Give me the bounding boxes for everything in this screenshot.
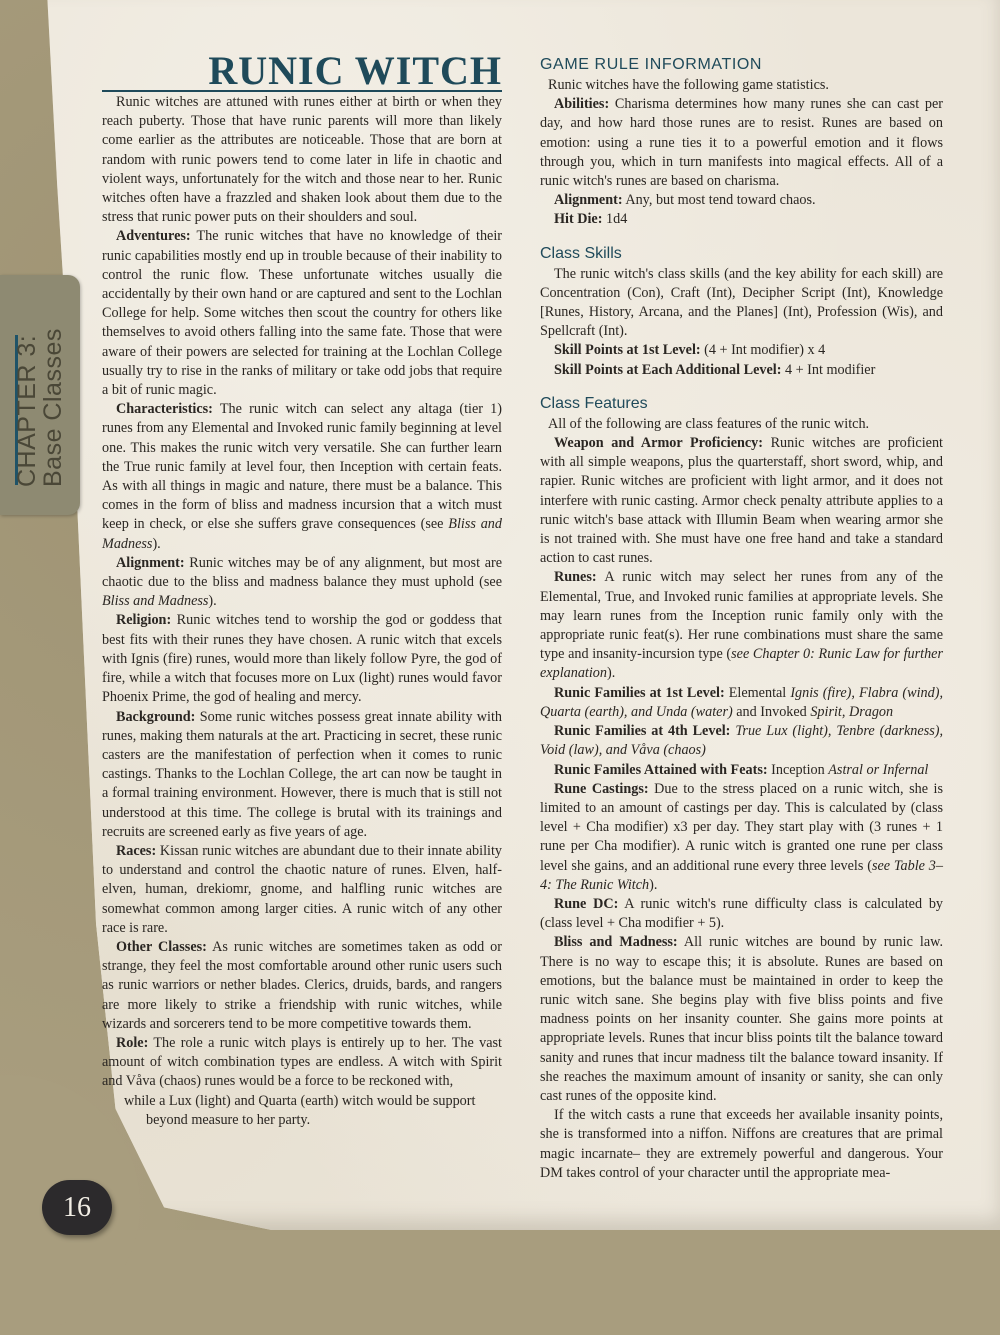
stat-alignment bbox=[540, 191, 943, 210]
feature-rune-dc bbox=[540, 895, 943, 933]
cross-reference: see Chapter 0: Runic Law for further explanation bbox=[540, 646, 943, 682]
cross-reference: Bliss and Madness bbox=[102, 593, 209, 610]
feature-label: Bliss and Madness: bbox=[554, 934, 678, 951]
feature-text: Inception bbox=[771, 761, 829, 778]
section-text: Some runic witches possess great innate ability with runes, making them naturals at the art. Practicing in secret, these runic casters are the manifestation of perfection when it comes to runic castings. Thanks to the Lochlan College, the art can now be taught in a formal training environment. However, there is much that is still not understood at this time. The college is brutal with its trainings and recruits are screened early as five years of age. bbox=[102, 708, 502, 840]
feature-weapon-armor bbox=[540, 434, 943, 568]
feature-label: Runic Families at 1st Level: bbox=[554, 684, 725, 701]
feature-label: Rune Castings: bbox=[554, 780, 649, 797]
stat-hit-die bbox=[540, 210, 943, 229]
rune-list: Spirit, Dragon bbox=[810, 703, 894, 720]
cross-reference: Bliss and Madness bbox=[102, 516, 502, 552]
title-block bbox=[102, 50, 502, 92]
section-label: Role: bbox=[116, 1034, 149, 1051]
feature-text: Elemental bbox=[728, 684, 791, 701]
feature-rune-castings bbox=[540, 780, 943, 895]
rune-list: Astral or Infernal bbox=[828, 761, 929, 778]
section-text-tail: ). bbox=[152, 535, 161, 552]
page-title: RUNIC WITCH bbox=[208, 48, 502, 93]
role-text-line: beyond measure to her party. bbox=[146, 1111, 311, 1128]
intro-paragraph: Runic witches are attuned with runes either at birth or when they reach puberty. Those that have runic parents will more than likely come earlier as the attributes are noticeable. Those that are born at random with runic powers tend to come later in life in chaotic and violent ways, unfortunately for the witch and those near to her. Runic witches often have a frazzled and shaken look about them due to the stress that runic power puts on their shoulders and soul. bbox=[102, 94, 502, 226]
stat-text: Any, but most tend toward chaos. bbox=[625, 192, 816, 209]
section-alignment bbox=[102, 554, 502, 612]
feature-label: Runic Familes Attained with Feats: bbox=[554, 761, 768, 778]
role-text-line: while a Lux (light) and Quarta (earth) witch would be support bbox=[124, 1092, 476, 1109]
chapter-tab-label bbox=[14, 317, 66, 487]
section-text: The runic witch can select any altaga (tier 1) runes from any Elemental and Invoked runic family beginning at level one. This makes the runic witch very versatile. She can further learn the True runic family at level four, then Inception with certain feats. As with all things in magic and nature, there must be a balance. This comes in the form of bliss and madness incursion that a witch must keep in check, or else she suffers grave consequences (see bbox=[102, 401, 502, 533]
feature-text-tail: ). bbox=[649, 876, 658, 893]
skill-points-additional-level bbox=[540, 361, 943, 380]
section-label: Other Classes: bbox=[116, 938, 207, 955]
feature-runic-families-4th bbox=[540, 722, 943, 760]
stat-text: (4 + Int modifier) x 4 bbox=[704, 342, 826, 359]
section-label: Alignment: bbox=[116, 554, 185, 571]
feature-runes bbox=[540, 568, 943, 683]
heading-class-skills: Class Skills bbox=[540, 244, 622, 262]
feature-text-tail: ). bbox=[606, 665, 616, 682]
class-features-intro: All of the following are class features of the runic witch. bbox=[548, 415, 870, 432]
stat-label: Alignment: bbox=[554, 192, 623, 209]
section-text: The runic witches that have no knowledge of their runic capabilities mostly end up in trouble because of their inability to control the runic flow. These unfortunate witches usually die accidentally by their own hand or are captured and sent to the Lochlan College for help. Some witches then scout the country for others like themselves to avoid others falling into the same fate. Those that were aware of their powers are selected for training at the Lochlan College usually try to rise in the ranks of military or take odd jobs that require a bit of runic magic. bbox=[102, 228, 503, 399]
stat-text: Charisma determines how many runes she can cast per day, and how hard those runes are to resist. Runes are based on emotion: using a rune ties it to a powerful emotion and it flows through you, which in turn manifests into magical effects. All of a runic witch's runes are based on charisma. bbox=[540, 96, 943, 190]
feature-text: Runic witches are proficient with all simple weapons, plus the quarterstaff, short sword, whip, and rapier. Runic witches are proficient with light armor, and it does not interfere with runic casting. Armor check penalty attribute applies to a runic witch's base attack with Illumin Beam when wearing armor she is not trained with. She must have one free hand and take a standard action to cast runes. bbox=[540, 435, 944, 567]
section-adventures bbox=[102, 227, 502, 400]
feature-text: A runic witch may select her runes from any of the Elemental, True, and Invoked runic families at appropriate levels. She may learn runes from the Inception runic family only with the appropriate runic feat(s). Her rune combinations must share the same type and insanity-incursion type ( bbox=[540, 569, 944, 663]
section-text: As runic witches are sometimes taken as odd or strange, they feel the most comfortable around other runic users such as runic warriors or nether blades. Clerics, druids, bards, and rangers are more likely to strike a friendship with runic witches, while wizards and sorcerers tend to be more competitive towards them. bbox=[102, 938, 502, 1032]
chapter-tab bbox=[0, 275, 80, 515]
section-text-tail: ). bbox=[208, 593, 217, 610]
section-text: The role a runic witch plays is entirely up to her. The vast amount of witch combination types are endless. A witch with Spirit and Våva (chaos) runes would be a force to be reckoned with, bbox=[102, 1034, 502, 1090]
section-label: Races: bbox=[116, 842, 157, 859]
feature-text: A runic witch's rune difficulty class is calculated by (class level + Cha modifier + 5). bbox=[540, 895, 944, 932]
cross-reference: see Table 3–4: The Runic Witch bbox=[540, 857, 943, 893]
class-skills-text: The runic witch's class skills (and the key ability for each skill) are Concentration (Con), Craft (Int), Decipher Script (Int), Knowledge [Runes, History, Arcana, and the Planes] (Int), Profession (Wis), and Spellcraft (Int). bbox=[540, 265, 943, 340]
stat-label: Abilities: bbox=[554, 96, 610, 113]
section-role bbox=[102, 1034, 502, 1092]
rune-list: True Lux (light), Tenbre (darkness), Void (law), and Våva (chaos) bbox=[540, 723, 944, 759]
feature-text: and Invoked bbox=[732, 703, 811, 720]
heading-game-rule-information: GAME RULE INFORMATION bbox=[540, 56, 763, 73]
page-number-badge: 16 bbox=[42, 1180, 112, 1235]
chapter-number: CHAPTER 3: bbox=[13, 334, 41, 487]
rune-list: Ignis (fire), Flabra (wind), Quarta (earth), and Unda (water) bbox=[540, 684, 944, 720]
feature-bliss-madness bbox=[540, 933, 943, 1106]
niffon-paragraph: If the witch casts a rune that exceeds her available insanity points, she is transformed into a niffon. Niffons are creatures that are primal magic incarnate– they are extremely powerful and dangerous. Your DM takes control of your character until the appropriate mea- bbox=[540, 1107, 943, 1181]
feature-families-feats bbox=[540, 761, 943, 780]
section-races bbox=[102, 842, 502, 938]
section-label: Religion: bbox=[116, 612, 172, 629]
feature-label: Runic Families at 4th Level: bbox=[554, 723, 731, 740]
stat-text: 4 + Int modifier bbox=[784, 361, 876, 378]
section-label: Background: bbox=[116, 708, 196, 725]
section-characteristics bbox=[102, 400, 502, 554]
section-label: Adventures: bbox=[116, 228, 191, 245]
game-rule-intro: Runic witches have the following game statistics. bbox=[548, 77, 829, 93]
stat-text: 1d4 bbox=[606, 211, 628, 228]
feature-text: All runic witches are bound by runic law. There is no way to escape this; it is absolute. Runes are based on emotions, but the balance must be maintained in order to keep the runic witch sane. She begins play with five bliss points and five madness points on her insanity counter. She gains more points at appropriate levels. Runes that incur bliss points tilt the balance toward sanity and runes that incur madness tilt the balance toward insanity. If she reaches the maximum amount of insanity or sanity, she can only cast runes of the opposite kind. bbox=[540, 934, 944, 1104]
section-background bbox=[102, 708, 502, 842]
feature-label: Weapon and Armor Proficiency: bbox=[554, 435, 763, 452]
right-column bbox=[540, 55, 943, 1183]
heading-class-features: Class Features bbox=[540, 394, 648, 412]
section-label: Characteristics: bbox=[116, 401, 213, 418]
chapter-name: Base Classes bbox=[39, 328, 67, 487]
left-column bbox=[102, 93, 502, 1130]
feature-runic-families-1st bbox=[540, 684, 943, 722]
feature-text: Due to the stress placed on a runic witch, she is limited to an amount of castings per day. This is calculated by (class level + Cha modifier) x3 per day. They start play with (3 runes + 1 rune per Cha modifier). A runic witch is granted one rune per class level she gains, and an additional rune every three levels ( bbox=[540, 780, 943, 874]
section-text: Runic witches may be of any alignment, but most are chaotic due to the bliss and madness balance they must uphold (see bbox=[102, 554, 503, 591]
section-religion bbox=[102, 611, 502, 707]
stat-label: Hit Die: bbox=[554, 211, 603, 228]
stat-label: Skill Points at 1st Level: bbox=[554, 342, 701, 359]
section-text: Kissan runic witches are abundant due to their innate ability to understand and control the chaotic nature of runes. Elven, half-elven, human, drekiomr, gnome, and halfling runic witches are somewhat common among larger cities. A runic witch of any other race is rare. bbox=[102, 842, 503, 936]
feature-label: Rune DC: bbox=[554, 895, 619, 912]
stat-abilities bbox=[540, 95, 943, 191]
bottom-border-band bbox=[0, 1230, 1000, 1290]
feature-label: Runes: bbox=[554, 569, 597, 586]
skill-points-first-level bbox=[540, 341, 943, 360]
section-text: Runic witches tend to worship the god or goddess that best fits with their runes they have chosen. A runic witch that excels with Ignis (fire) runes, would more than likely follow Pyre, the god of fire, while a witch that focuses more on Lux (light) runes would favor Phoenix Prime, the god of healing and mercy. bbox=[102, 612, 502, 706]
section-other-classes bbox=[102, 938, 502, 1034]
stat-label: Skill Points at Each Additional Level: bbox=[554, 361, 782, 378]
